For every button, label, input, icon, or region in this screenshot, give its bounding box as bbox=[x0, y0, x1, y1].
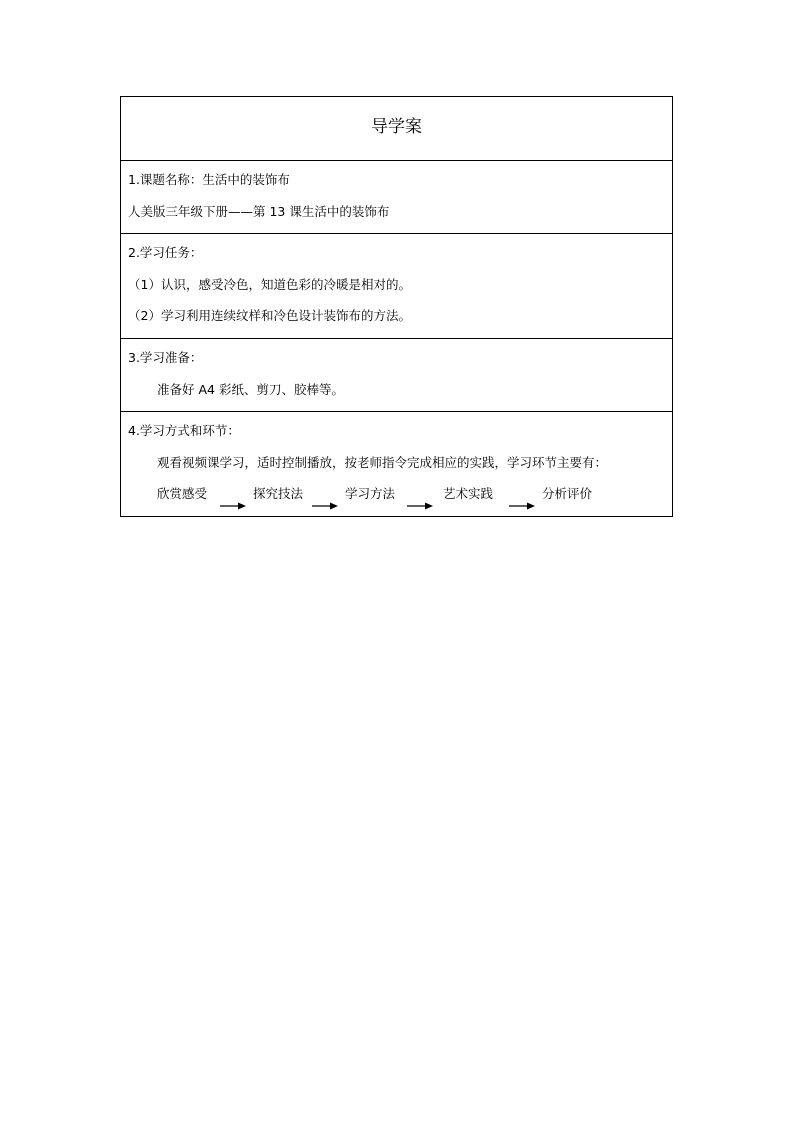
preparation-heading: 3.学习准备： bbox=[128, 350, 203, 365]
course-name-section bbox=[121, 160, 672, 233]
flow-step: 欣赏感受 bbox=[157, 486, 208, 501]
flow-step: 探究技法 bbox=[253, 486, 304, 501]
right-arrow-icon bbox=[312, 502, 338, 510]
right-arrow-icon bbox=[407, 502, 433, 510]
course-name-heading: 1.课题名称：生活中的装饰布 bbox=[128, 172, 290, 187]
study-guide-table bbox=[120, 96, 673, 517]
flow-step: 艺术实践 bbox=[443, 486, 494, 501]
learning-task-item: （2）学习利用连续纹样和冷色设计装饰布的方法。 bbox=[128, 308, 411, 323]
right-arrow-icon bbox=[220, 502, 246, 510]
learning-steps-flow bbox=[157, 484, 637, 514]
learning-tasks-section bbox=[121, 233, 672, 338]
right-arrow-icon bbox=[509, 502, 535, 510]
flow-step: 分析评价 bbox=[542, 486, 593, 501]
course-edition-text: 人美版三年级下册——第 13 课生活中的装饰布 bbox=[128, 204, 390, 219]
learning-task-item: （1）认识，感受冷色，知道色彩的冷暖是相对的。 bbox=[128, 277, 411, 292]
learning-method-heading: 4.学习方式和环节： bbox=[128, 423, 240, 438]
preparation-text: 准备好 A4 彩纸、剪刀、胶棒等。 bbox=[157, 382, 344, 397]
learning-method-section bbox=[121, 411, 672, 516]
preparation-section bbox=[121, 338, 672, 411]
learning-tasks-heading: 2.学习任务： bbox=[128, 245, 203, 260]
flow-step: 学习方法 bbox=[345, 486, 396, 501]
learning-method-intro: 观看视频课学习，适时控制播放，按老师指令完成相应的实践，学习环节主要有： bbox=[157, 455, 608, 470]
document-title: 导学案 bbox=[371, 117, 422, 137]
title-row bbox=[121, 97, 672, 160]
